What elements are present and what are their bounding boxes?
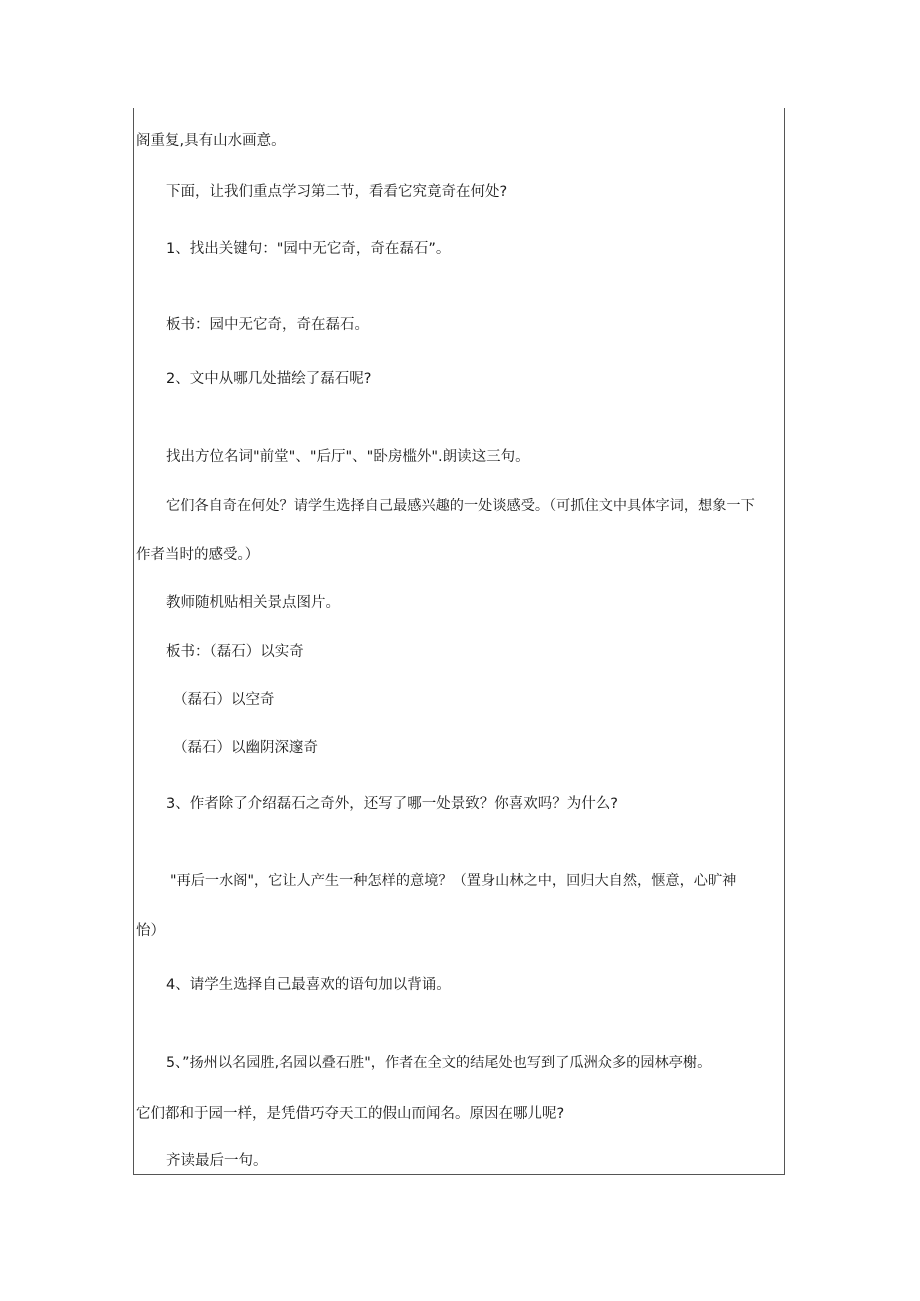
text-line-13: 3、作者除了介绍磊石之奇外，还写了哪一处景致？你喜欢吗？为什么?: [166, 796, 618, 812]
text-line-14: "再后一水阁"，它让人产生一种怎样的意境？（置身山林之中，回归大自然，惬意，心旷神: [170, 873, 737, 889]
text-line-12: （磊石）以幽阴深邃奇: [173, 740, 318, 756]
text-line-18: 它们都和于园一样，是凭借巧夺天工的假山而闻名。原因在哪儿呢?: [136, 1106, 565, 1122]
text-line-2: 下面，让我们重点学习第二节，看看它究竟奇在何处?: [166, 184, 508, 200]
text-line-10: 板书：（磊石）以实奇: [166, 644, 304, 660]
text-line-17: 5、”扬州以名园胜,名园以叠石胜"，作者在全文的结尾处也写到了瓜洲众多的园林亭榭。: [166, 1055, 712, 1071]
text-line-15: 怡）: [136, 923, 165, 939]
text-line-8: 作者当时的感受。）: [136, 547, 260, 563]
text-line-9: 教师随机贴相关景点图片。: [166, 595, 340, 611]
text-line-6: 找出方位名词"前堂"、"后厅"、"卧房槛外".朗读这三句。: [166, 449, 530, 465]
text-line-7: 它们各自奇在何处？请学生选择自己最感兴趣的一处谈感受。（可抓住文中具体字词，想象一下: [166, 498, 755, 514]
text-line-1: 阁重复,具有山水画意。: [136, 133, 286, 149]
text-line-19: 齐读最后一句。: [166, 1153, 268, 1169]
text-line-11: （磊石）以空奇: [173, 692, 275, 708]
text-line-3: 1、找出关键句："园中无它奇，奇在磊石”。: [166, 241, 451, 257]
text-line-16: 4、请学生选择自己最喜欢的语句加以背诵。: [166, 977, 451, 993]
text-line-5: 2、文中从哪几处描绘了磊石呢?: [166, 371, 372, 387]
text-line-4: 板书：园中无它奇，奇在磊石。: [166, 317, 369, 333]
